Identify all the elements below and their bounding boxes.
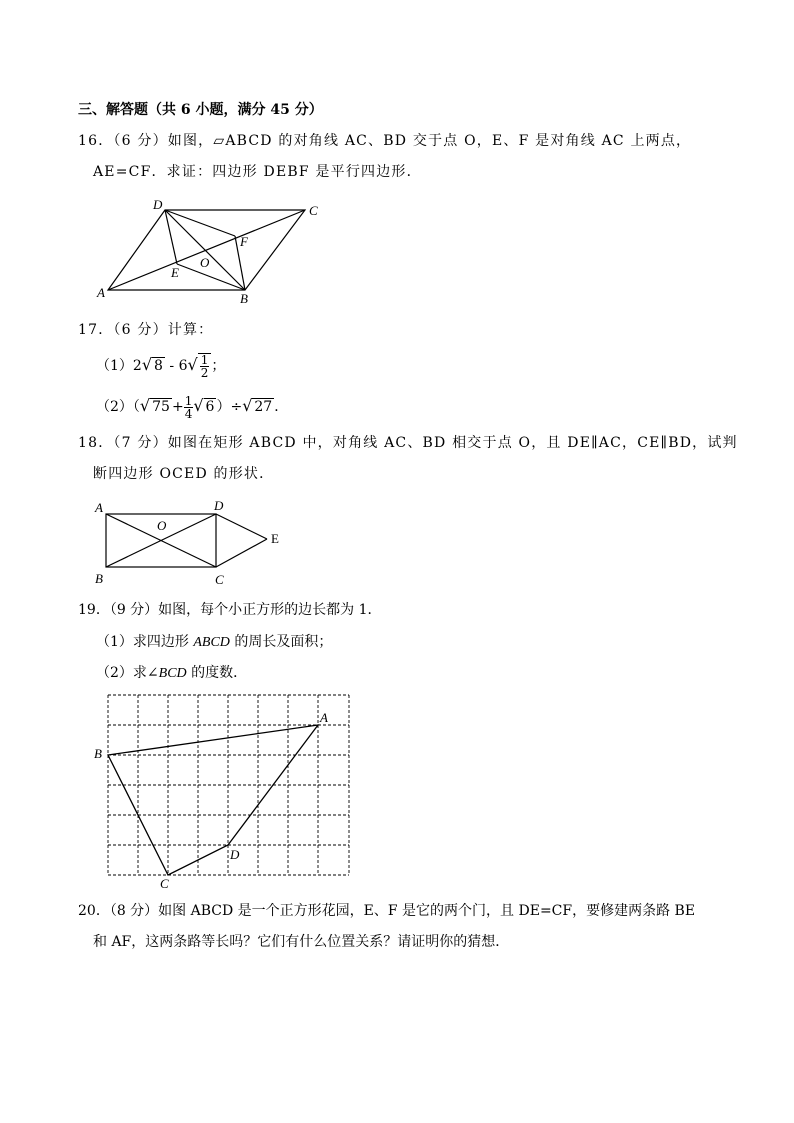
q16-label-a: A	[97, 285, 105, 300]
q19-part1-a: （1）求四边形	[96, 634, 194, 650]
segment-df	[165, 210, 235, 236]
q17-part2-fraction	[184, 395, 194, 420]
q17-part2-radicand2: 6	[205, 399, 215, 415]
q18-text-line2: 断四边形 OCED 的形状．	[93, 466, 275, 482]
q18-label-o: O	[157, 518, 167, 533]
q19-part2-c: 的度数．	[186, 665, 248, 681]
q17-part1-fraction	[198, 353, 212, 379]
q16-label-c: C	[309, 203, 318, 218]
q18-label-a: A	[95, 500, 103, 515]
q20-text-line1: 20．（8 分）如图 ABCD 是一个正方形花园，E、F 是它的两个门，且 DE=CF，要修建两条路 BE	[78, 903, 696, 919]
segment-de	[216, 514, 267, 539]
q17-part2-end: ．	[274, 399, 289, 415]
quadrilateral-abcd	[108, 725, 318, 875]
q18-label-e: E	[271, 531, 279, 546]
q17-part2-denominator: 4	[184, 406, 193, 421]
q16-parallelogram-figure	[90, 195, 330, 310]
q17-part1-minus: - 6	[164, 358, 188, 374]
q16-label-f: F	[240, 234, 248, 249]
q19-label-d: D	[230, 847, 240, 862]
q17-part2-prefix: （2）（	[96, 399, 140, 415]
q19-label-b: B	[94, 746, 102, 761]
segment-de	[165, 210, 177, 264]
q16-label-b: B	[240, 291, 248, 306]
q17-part2-mid: ）÷	[216, 399, 243, 415]
q19-text-line1: 19．（9 分）如图，每个小正方形的边长都为 1．	[78, 602, 382, 618]
q18-label-c: C	[215, 572, 224, 587]
q18-label-d: D	[214, 498, 224, 513]
q17-part2-radicand1: 75	[152, 399, 170, 415]
q19-label-a: A	[320, 710, 328, 725]
q19-part1	[96, 632, 332, 653]
sqrt-symbol: √	[193, 396, 204, 415]
q17-part2	[96, 393, 288, 420]
q20-text-line2: 和 AF，这两条路等长吗？它们有什么位置关系？请证明你的猜想．	[93, 934, 510, 950]
sqrt-symbol: √	[242, 396, 253, 415]
q19-grid-figure	[90, 690, 360, 890]
q19-part2	[96, 663, 247, 684]
q17-text-line1: 17．（6 分）计算：	[78, 322, 214, 338]
q17-part1-denominator: 2	[200, 366, 209, 380]
q17-part2-plus: +	[171, 399, 184, 415]
q17-part2-radicand3: 27	[254, 399, 273, 415]
sqrt-symbol: √	[139, 396, 151, 415]
dashed-grid	[108, 695, 349, 875]
q16-label-d: D	[153, 197, 163, 212]
q17-part2-numerator: 1	[184, 393, 193, 408]
q19-part1-b: ABCD	[193, 635, 230, 650]
sqrt-symbol: √	[141, 355, 153, 374]
q19-part2-b: BCD	[158, 666, 187, 681]
q19-part1-c: 的周长及面积；	[229, 634, 333, 650]
q17-part1	[96, 352, 225, 379]
segment-eb	[177, 264, 245, 290]
q17-part1-numerator: 1	[200, 353, 209, 367]
q19-part2-a: （2）求∠	[96, 665, 159, 681]
sqrt-symbol: √	[187, 355, 198, 374]
section-header: 三、解答题（共 6 小题，满分 45 分）	[78, 102, 323, 118]
q18-text-line1: 18．（7 分）如图在矩形 ABCD 中，对角线 AC、BD 相交于点 O，且 DE∥AC，CE∥BD，试判	[78, 435, 738, 451]
q18-rectangle-figure	[90, 498, 290, 590]
q16-label-e: E	[171, 265, 179, 280]
segment-ce	[216, 539, 267, 567]
q19-label-c: C	[160, 876, 169, 891]
q17-part1-end: ；	[211, 358, 226, 374]
q16-text-line2: AE=CF．求证：四边形 DEBF 是平行四边形．	[93, 164, 422, 180]
q17-part1-prefix: （1）2	[96, 358, 142, 374]
q18-label-b: B	[95, 571, 103, 586]
q16-text-line1: 16．（6 分）如图，▱ABCD 的对角线 AC、BD 交于点 O，E、F 是对角线 AC 上两点，	[78, 133, 692, 149]
q17-part1-radicand: 8	[154, 358, 163, 374]
q16-label-o: O	[200, 255, 210, 270]
